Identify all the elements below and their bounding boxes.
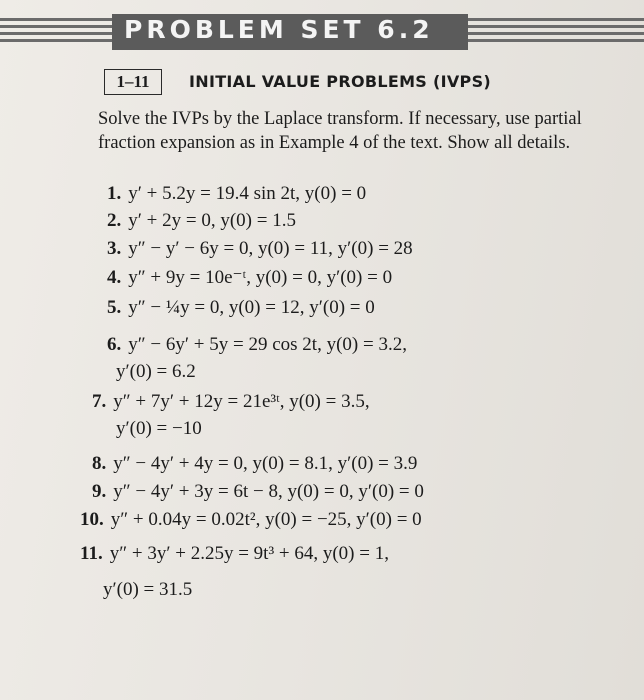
problem-11: 11. y″ + 3y′ + 2.25y = 9t³ + 64, y(0) = 1, [80,543,389,564]
problem-7-continuation: y′(0) = −10 [116,418,202,439]
problem-3: 3. y″ − y′ − 6y = 0, y(0) = 11, y′(0) = 28 [107,238,413,259]
problem-8: 8. y″ − 4y′ + 4y = 0, y(0) = 8.1, y′(0) = 3.9 [92,453,418,474]
section-range: 1–11 [104,69,162,95]
problem-1: 1. y′ + 5.2y = 19.4 sin 2t, y(0) = 0 [107,183,367,204]
problem-6-continuation: y′(0) = 6.2 [116,361,196,382]
problem-10: 10. y″ + 0.04y = 0.02t², y(0) = −25, y′(0) = 0 [80,509,422,530]
problem-2: 2. y′ + 2y = 0, y(0) = 1.5 [107,210,296,231]
problem-7: 7. y″ + 7y′ + 12y = 21e³ᵗ, y(0) = 3.5, [92,391,370,412]
problem-5: 5. y″ − ¼y = 0, y(0) = 12, y′(0) = 0 [107,297,375,318]
problem-set-title: PROBLEM SET 6.2 [124,15,434,44]
instructions: Solve the IVPs by the Laplace transform. If necessary, use partial fraction expansion as in Example 4 of the text. Show all details. [98,109,582,153]
problem-4: 4. y″ + 9y = 10e⁻ᵗ, y(0) = 0, y′(0) = 0 [107,267,393,288]
problem-11-continuation: y′(0) = 31.5 [103,579,193,600]
section-title: INITIAL VALUE PROBLEMS (IVPS) [189,72,492,91]
problem-6: 6. y″ − 6y′ + 5y = 29 cos 2t, y(0) = 3.2, [107,334,407,355]
problem-9: 9. y″ − 4y′ + 3y = 6t − 8, y(0) = 0, y′(0) = 0 [92,481,424,502]
